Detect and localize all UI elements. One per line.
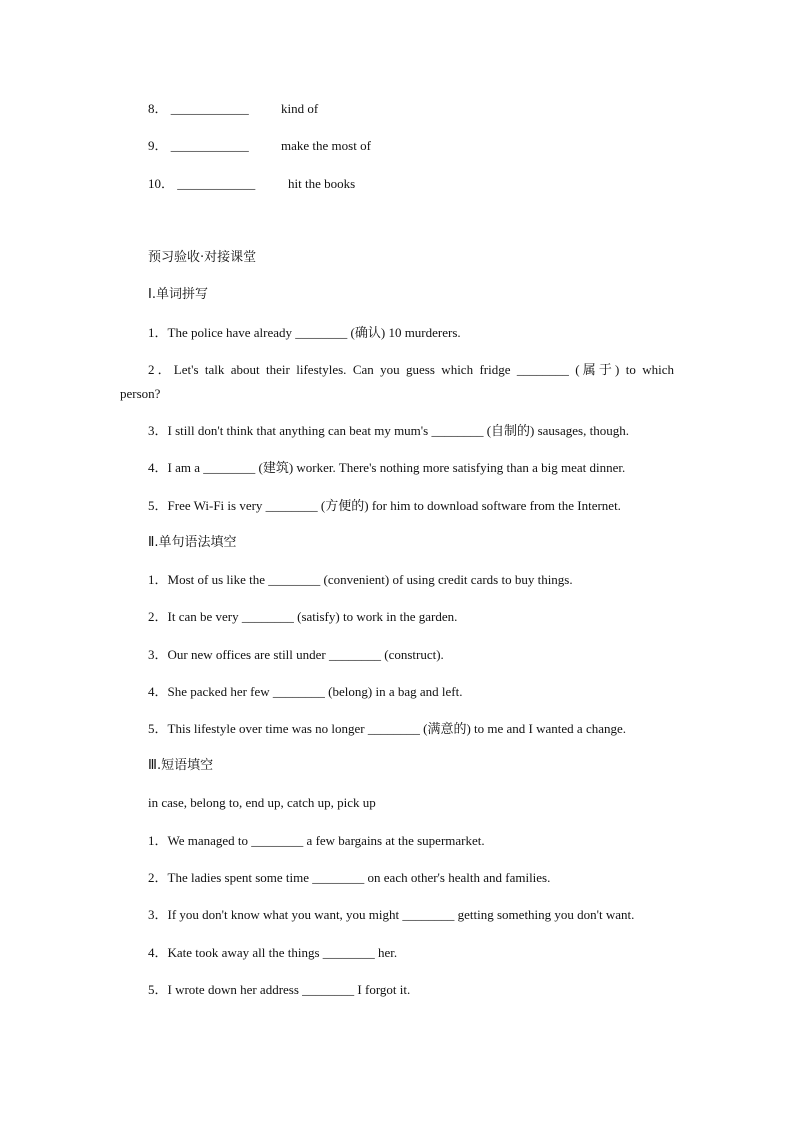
item-text: Our new offices are still under ________ (construct). — [167, 647, 444, 662]
item-text: Most of us like the ________ (convenient) of using credit cards to buy things. — [167, 572, 573, 587]
phrase-term: make the most of — [281, 138, 371, 153]
item-text: The ladies spent some time ________ on each other's health and families. — [167, 870, 551, 885]
item-number: 9． — [148, 138, 168, 153]
part3-item-4 — [148, 945, 397, 961]
part3-item-1 — [148, 833, 485, 849]
item-number: 5． — [148, 498, 168, 513]
item-number: 3． — [148, 423, 168, 438]
part2-title: Ⅱ.单句语法填空 — [148, 535, 237, 550]
item-number: 5． — [148, 721, 168, 736]
item-text: Let's talk about their lifestyles. Can you guess which fridge ________ (属于) to which — [173, 362, 674, 377]
part1-item-2 — [148, 362, 674, 378]
word-bank: in case, belong to, end up, catch up, pick up — [148, 795, 376, 810]
item-text: The police have already ________ (确认) 10 murderers. — [167, 325, 461, 340]
part3-item-5 — [148, 982, 410, 998]
item-number: 5． — [148, 982, 168, 997]
answer-blank[interactable]: ____________ — [170, 101, 249, 116]
answer-blank[interactable]: ____________ — [177, 176, 256, 191]
part3-item-2 — [148, 870, 550, 886]
part2-item-4 — [148, 684, 462, 700]
item-number: 10． — [148, 176, 175, 191]
item-number: 2． — [148, 362, 174, 377]
item-number: 2． — [148, 609, 168, 624]
part1-item-3 — [148, 423, 629, 439]
item-number: 1． — [148, 325, 168, 340]
part3-item-3 — [148, 907, 634, 923]
part2-item-5 — [148, 721, 626, 737]
item-number: 8． — [148, 101, 168, 116]
item-text: I still don't think that anything can beat my mum's ________ (自制的) sausages, though. — [167, 423, 629, 438]
item-number: 1． — [148, 833, 168, 848]
item-number: 2． — [148, 870, 168, 885]
part1-item-2-continued: person? — [120, 386, 161, 401]
part1-title: Ⅰ.单词拼写 — [148, 287, 208, 302]
item-text: I am a ________ (建筑) worker. There's nothing more satisfying than a big meat dinner. — [167, 460, 626, 475]
part1-item-4 — [148, 460, 625, 476]
section-heading: 预习验收·对接课堂 — [148, 250, 257, 265]
item-number: 4． — [148, 684, 168, 699]
item-number: 3． — [148, 647, 168, 662]
phrase-term: hit the books — [288, 176, 356, 191]
item-text: It can be very ________ (satisfy) to work in the garden. — [167, 609, 458, 624]
part2-item-1 — [148, 572, 573, 588]
item-number: 1． — [148, 572, 168, 587]
part1-item-5 — [148, 498, 621, 514]
part2-item-3 — [148, 647, 444, 663]
phrase-item-8 — [148, 101, 249, 117]
phrase-term: kind of — [281, 101, 319, 116]
item-text: If you don't know what you want, you might ________ getting something you don't want. — [167, 907, 635, 922]
phrase-item-10 — [148, 176, 255, 192]
answer-blank[interactable]: ____________ — [170, 138, 249, 153]
part2-item-2 — [148, 609, 457, 625]
item-text: We managed to ________ a few bargains at the supermarket. — [167, 833, 485, 848]
item-number: 3． — [148, 907, 168, 922]
phrase-item-9 — [148, 138, 249, 154]
item-text: Free Wi-Fi is very ________ (方便的) for him to download software from the Internet. — [167, 498, 621, 513]
item-number: 4． — [148, 460, 168, 475]
item-text: Kate took away all the things ________ her. — [167, 945, 398, 960]
item-number: 4． — [148, 945, 168, 960]
part1-item-1 — [148, 325, 461, 341]
item-text: I wrote down her address ________ I forgot it. — [167, 982, 411, 997]
part3-title: Ⅲ.短语填空 — [148, 758, 214, 773]
item-text: This lifestyle over time was no longer ________ (满意的) to me and I wanted a change. — [167, 721, 627, 736]
item-text: She packed her few ________ (belong) in a bag and left. — [167, 684, 463, 699]
